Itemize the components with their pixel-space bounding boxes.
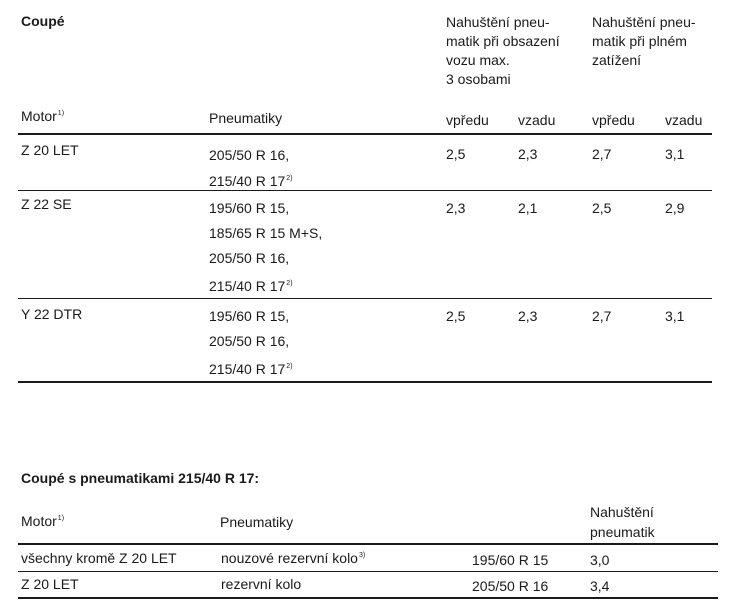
front-a-cell: 2,5 <box>446 308 466 324</box>
header-line: vozu max. <box>446 52 510 68</box>
row-divider <box>18 190 712 191</box>
table2-tires-header: Pneumatiky <box>220 514 294 530</box>
tire-size-line <box>209 354 409 382</box>
row-divider <box>18 298 712 299</box>
footnote-marker: 2) <box>286 175 293 182</box>
table1-header-rule <box>18 133 712 135</box>
front-b-cell: 2,7 <box>592 308 612 324</box>
header-line: Nahuštění pneu- <box>446 14 550 30</box>
motor-cell: Y 22 DTR <box>21 306 83 322</box>
tire-size: 205/50 R 16, <box>209 147 290 163</box>
header-line: Nahuštění <box>590 504 654 520</box>
tire-size: 215/40 R 17 <box>209 361 286 377</box>
tire-size: 215/40 R 17 <box>209 278 286 294</box>
tire-size: 205/50 R 16, <box>209 333 290 349</box>
header-line: matik při obsazení <box>446 33 560 49</box>
pressure-cell: 3,0 <box>590 552 610 568</box>
tire-size: 215/40 R 17 <box>209 173 286 189</box>
front-b-cell: 2,5 <box>592 200 612 216</box>
tire-size: 205/50 R 16, <box>209 250 290 266</box>
rear-b-cell: 3,1 <box>665 146 685 162</box>
table1-motor-header <box>21 108 64 124</box>
tires-cell <box>209 143 409 193</box>
table1-header-full-load <box>592 13 732 70</box>
header-line: zatížení <box>592 52 642 68</box>
tires-cell <box>209 304 409 382</box>
rear-a-cell: 2,3 <box>518 308 538 324</box>
header-line: 3 osobami <box>446 71 511 87</box>
table2-title: Coupé s pneumatikami 215/40 R 17: <box>21 470 260 486</box>
wheel-type: nouzové rezervní kolo <box>221 550 358 566</box>
rear-b-cell: 2,9 <box>665 200 685 216</box>
front-b-cell: 2,7 <box>592 146 612 162</box>
tire-size: 195/60 R 15, <box>209 308 290 324</box>
footnote-marker: 2) <box>286 363 293 370</box>
motor-label: Motor <box>21 513 57 529</box>
motor-label: Motor <box>21 108 57 124</box>
front-a-cell: 2,5 <box>446 146 466 162</box>
motor-cell: všechny kromě Z 20 LET <box>21 550 177 566</box>
pressure-cell: 3,4 <box>590 578 610 594</box>
tire-size: 185/65 R 15 M+S, <box>209 225 323 241</box>
footnote-marker: 1) <box>57 110 65 117</box>
table1-header-occupied-3 <box>446 13 586 89</box>
wheel-type: rezervní kolo <box>221 576 302 592</box>
table1-title: Coupé <box>21 13 65 29</box>
size-cell: 195/60 R 15 <box>472 552 549 568</box>
table1-front-b-header: vpředu <box>592 112 635 128</box>
tires-cell <box>209 196 409 299</box>
table1-bottom-rule <box>18 381 712 383</box>
table2-pressure-header <box>590 502 720 542</box>
footnote-marker: 3) <box>358 552 366 559</box>
table2-motor-header <box>21 513 64 529</box>
motor-cell: Z 22 SE <box>21 196 72 212</box>
size-cell: 205/50 R 16 <box>472 578 549 594</box>
table2-header-rule <box>18 543 718 545</box>
header-line: pneumatik <box>590 524 655 540</box>
rear-a-cell: 2,3 <box>518 146 538 162</box>
table2-bottom-rule <box>18 597 718 599</box>
footnote-marker: 2) <box>286 280 293 287</box>
table1-tires-header: Pneumatiky <box>209 110 283 126</box>
header-line: Nahuštění pneu- <box>592 14 696 30</box>
table1-rear-b-header: vzadu <box>665 112 703 128</box>
motor-cell: Z 20 LET <box>21 576 79 592</box>
footnote-marker: 1) <box>57 515 65 522</box>
rear-a-cell: 2,1 <box>518 200 538 216</box>
wheel-cell <box>221 550 365 566</box>
front-a-cell: 2,3 <box>446 200 466 216</box>
tire-size: 195/60 R 15, <box>209 200 290 216</box>
wheel-cell <box>221 576 301 592</box>
rear-b-cell: 3,1 <box>665 308 685 324</box>
tire-size-line <box>209 271 409 299</box>
row-divider <box>18 571 718 572</box>
table1-rear-a-header: vzadu <box>518 112 556 128</box>
header-line: matik při plném <box>592 33 687 49</box>
table1-front-a-header: vpředu <box>446 112 489 128</box>
motor-cell: Z 20 LET <box>21 142 79 158</box>
